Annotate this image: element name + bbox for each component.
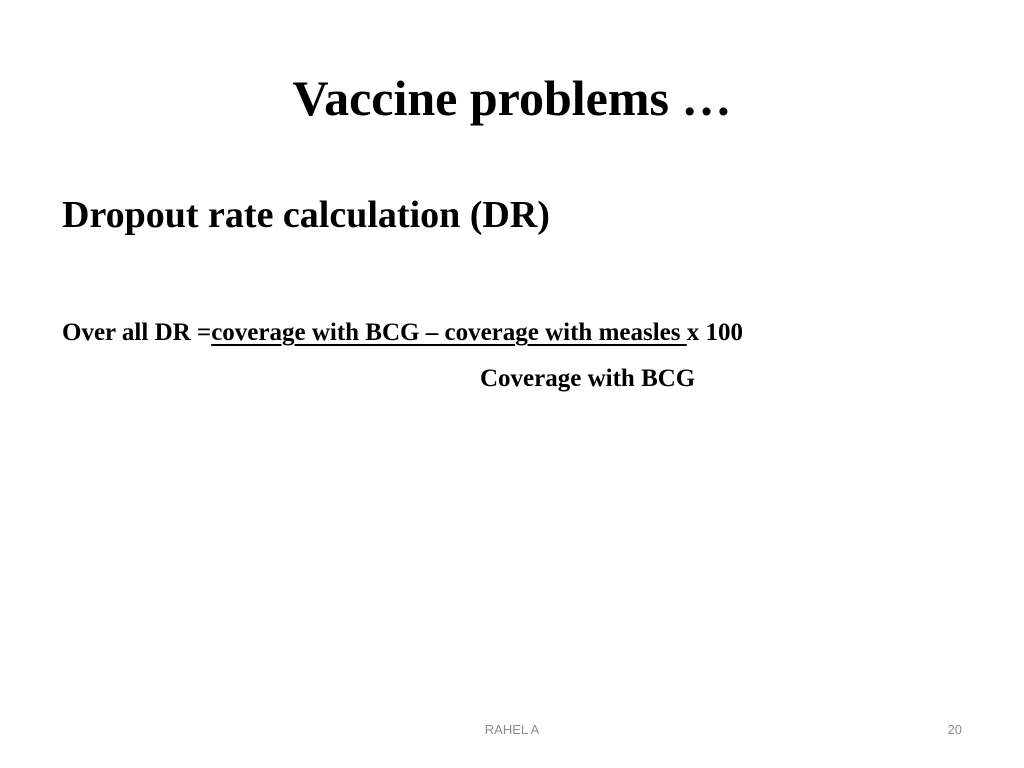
- footer-author: RAHEL A: [484, 722, 540, 737]
- slide-subtitle: Dropout rate calculation (DR): [62, 194, 550, 236]
- slide-number: 20: [947, 722, 962, 737]
- formula-line: [62, 315, 743, 351]
- formula-numerator: coverage with BCG – coverage with measles: [211, 319, 687, 346]
- formula-denominator: Coverage with BCG: [480, 365, 696, 392]
- slide-title: Vaccine problems …: [292, 70, 732, 126]
- formula-multiplier: x 100: [686, 319, 744, 346]
- formula-label: Over all DR =: [62, 319, 212, 346]
